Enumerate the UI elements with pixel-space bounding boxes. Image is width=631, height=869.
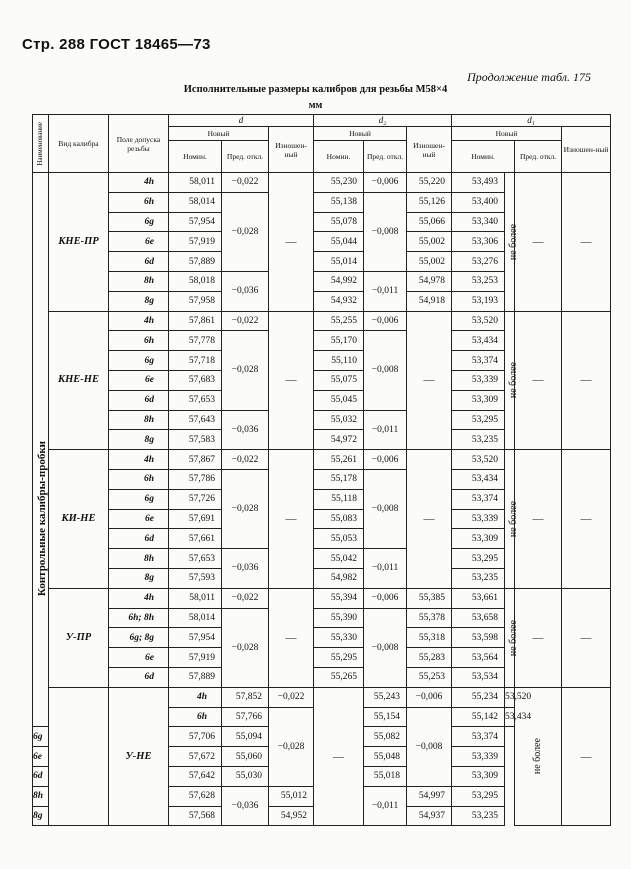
tolerance-field: 8h (109, 410, 169, 430)
d2-nominal: 55,042 (314, 549, 364, 569)
tolerance-field: 6g (33, 727, 49, 747)
tolerance-field: 6d (109, 667, 169, 687)
d1-nominal: 53,534 (452, 667, 505, 687)
d2-nominal: 55,394 (314, 588, 364, 608)
d2-worn: 55,318 (407, 628, 452, 648)
d-nominal: 57,583 (169, 430, 222, 450)
d-nominal: 57,683 (169, 370, 222, 390)
d2-nominal: 55,060 (222, 747, 269, 767)
table-title: Исполнительные размеры калибров для резьбы М58×4 (183, 84, 448, 95)
d1-nominal: 53,374 (452, 727, 505, 747)
d-nominal: 57,593 (169, 568, 222, 588)
d1-nominal: 53,400 (452, 192, 505, 212)
header-d-worn: Изношен-ный (269, 127, 314, 173)
gauge-dimensions-table (32, 114, 611, 826)
tolerance-field: 4h (109, 450, 169, 470)
naim-spacer (49, 687, 109, 826)
header-d1: d₁ (452, 115, 611, 127)
d2-worn: 55,253 (407, 667, 452, 687)
d-nominal: 57,691 (169, 509, 222, 529)
d1-nominal: 53,493 (452, 173, 505, 193)
d2-nominal: 55,118 (314, 489, 364, 509)
d2-nominal: 55,032 (314, 410, 364, 430)
d1-deviation: — (562, 687, 611, 826)
tolerance-field: 6e (109, 648, 169, 668)
d-deviation: −0,022 (222, 311, 269, 331)
d1-nominal: 53,374 (452, 351, 505, 371)
d2-nominal: 55,178 (314, 469, 364, 489)
d2-nominal: 54,992 (314, 271, 364, 291)
d1-nominal: 53,306 (452, 232, 505, 252)
d-deviation: −0,036 (222, 410, 269, 450)
d2-nominal: 55,295 (314, 648, 364, 668)
d1-nominal: 53,520 (452, 450, 505, 470)
d2-nominal: 54,932 (314, 291, 364, 311)
d-nominal: 57,643 (169, 410, 222, 430)
tolerance-field: 8g (33, 806, 49, 826)
page-header: Стр. 288 ГОСТ 18465—73 (22, 36, 211, 53)
d2-deviation: −0,011 (364, 786, 407, 826)
tolerance-field: 4h (109, 173, 169, 193)
d1-nominal: 53,295 (452, 549, 505, 569)
table-row (33, 173, 611, 193)
d1-nominal: 53,658 (452, 608, 505, 628)
tolerance-field: 8g (109, 291, 169, 311)
d2-worn: 55,283 (407, 648, 452, 668)
tolerance-field: 6h; 8h (109, 608, 169, 628)
d-nominal: 57,867 (169, 450, 222, 470)
tolerance-field: 8h (109, 271, 169, 291)
tolerance-field: 6d (33, 766, 49, 786)
caliber-name: КИ-НЕ (49, 450, 109, 589)
d-nominal: 57,766 (222, 707, 269, 727)
d-nominal: 57,852 (222, 687, 269, 707)
d2-worn: 55,048 (364, 747, 407, 767)
d1-worn: — (562, 450, 611, 589)
d-nominal: 57,861 (169, 311, 222, 331)
d-nominal: 57,919 (169, 648, 222, 668)
table-row (33, 687, 611, 707)
d-nominal: 57,919 (169, 232, 222, 252)
d2-worn: 55,220 (407, 173, 452, 193)
d2-nominal: 55,014 (314, 252, 364, 272)
d-deviation: −0,036 (222, 786, 269, 826)
d1-nominal: 53,434 (452, 469, 505, 489)
header-d1-new: Новый (452, 127, 562, 141)
header-naim: Наименование (33, 115, 49, 173)
d2-worn: 54,997 (407, 786, 452, 806)
tolerance-field: 8g (109, 568, 169, 588)
d-nominal: 57,653 (169, 390, 222, 410)
d2-worn: 54,937 (407, 806, 452, 826)
d2-worn: 55,126 (407, 192, 452, 212)
d-nominal: 57,954 (169, 212, 222, 232)
tolerance-field: 6g (109, 212, 169, 232)
tolerance-field: 6g; 8g (109, 628, 169, 648)
header-d-dev: Пред. откл. (222, 141, 269, 173)
d-nominal: 57,653 (169, 549, 222, 569)
naim-spacer (33, 173, 49, 312)
d1-nominal: 53,235 (452, 568, 505, 588)
d-deviation: −0,028 (222, 469, 269, 548)
d-deviation: −0,036 (222, 549, 269, 589)
d1-nominal: 53,339 (452, 509, 505, 529)
tolerance-field: 6g (109, 489, 169, 509)
d1-nominal: 53,340 (452, 212, 505, 232)
tolerance-field: 8h (109, 549, 169, 569)
d1-nominal: 53,309 (452, 390, 505, 410)
d1-limit-note: не более (505, 173, 515, 312)
d2-nominal: 55,075 (314, 370, 364, 390)
d-nominal: 57,786 (169, 469, 222, 489)
d-nominal: 58,014 (169, 608, 222, 628)
header-vid: Вид калибра (49, 115, 109, 173)
table-row (33, 450, 611, 470)
tolerance-field: 6h (109, 469, 169, 489)
d1-limit-note: не более (505, 588, 515, 687)
d-worn: — (314, 687, 364, 826)
d-deviation: −0,028 (222, 192, 269, 271)
d1-limit-note: не более (505, 450, 515, 589)
d-nominal: 57,706 (169, 727, 222, 747)
d1-nominal: 53,193 (452, 291, 505, 311)
d2-nominal: 55,045 (314, 390, 364, 410)
tolerance-field: 4h (169, 687, 222, 707)
d2-deviation: −0,011 (364, 271, 407, 311)
d1-nominal: 53,235 (452, 430, 505, 450)
caliber-name: У-ПР (49, 588, 109, 687)
d-nominal: 57,954 (169, 628, 222, 648)
d2-nominal: 55,138 (314, 192, 364, 212)
tolerance-field: 6h (109, 331, 169, 351)
tolerance-field: 6g (109, 351, 169, 371)
d2-nominal: 54,972 (314, 430, 364, 450)
d2-deviation: −0,006 (407, 687, 452, 707)
tolerance-field: 6e (109, 370, 169, 390)
tolerance-field: 8g (109, 430, 169, 450)
d-deviation: −0,028 (222, 608, 269, 687)
tolerance-field: 6e (109, 509, 169, 529)
d1-nominal: 53,339 (452, 747, 505, 767)
d2-nominal: 55,330 (314, 628, 364, 648)
header-d1-worn: Изношен-ный (562, 127, 611, 173)
d-nominal: 57,726 (169, 489, 222, 509)
d-nominal: 57,778 (169, 331, 222, 351)
d1-nominal: 53,276 (452, 252, 505, 272)
d1-nominal: 53,339 (452, 370, 505, 390)
tolerance-field: 6d (109, 252, 169, 272)
d-nominal: 57,568 (169, 806, 222, 826)
d1-worn: — (562, 311, 611, 450)
d-nominal: 58,011 (169, 173, 222, 193)
d-nominal: 57,642 (169, 766, 222, 786)
d-nominal: 57,661 (169, 529, 222, 549)
d1-worn: — (562, 173, 611, 312)
d2-deviation: −0,008 (407, 707, 452, 786)
tolerance-field: 6h (169, 707, 222, 727)
d1-nominal: 53,520 (452, 311, 505, 331)
d2-nominal: 55,170 (314, 331, 364, 351)
d-worn: — (269, 311, 314, 450)
d2-nominal: 55,243 (364, 687, 407, 707)
d2-deviation: −0,006 (364, 588, 407, 608)
d2-deviation: −0,011 (364, 410, 407, 450)
d1-worn: — (562, 588, 611, 687)
d2-worn: 54,978 (407, 271, 452, 291)
d2-deviation: −0,008 (364, 469, 407, 548)
d-worn: — (269, 588, 314, 687)
table-row (33, 588, 611, 608)
d2-nominal: 55,265 (314, 667, 364, 687)
d-nominal: 57,628 (169, 786, 222, 806)
d2-worn: — (407, 450, 452, 589)
d2-nominal: 55,083 (314, 509, 364, 529)
group-label: Контрольные калибры-пробки (33, 311, 49, 727)
header-pole: Поле допуска резьбы (109, 115, 169, 173)
d2-nominal: 55,261 (314, 450, 364, 470)
d2-worn: — (407, 311, 452, 450)
d2-worn: 55,002 (407, 252, 452, 272)
d2-deviation: −0,011 (364, 549, 407, 589)
d1-nominal: 53,235 (452, 806, 505, 826)
d2-nominal: 55,255 (314, 311, 364, 331)
d2-worn: 55,385 (407, 588, 452, 608)
d-worn: — (269, 450, 314, 589)
d1-nominal: 53,661 (452, 588, 505, 608)
tolerance-field: 6d (109, 390, 169, 410)
d-nominal: 57,889 (169, 667, 222, 687)
tolerance-field: 4h (109, 311, 169, 331)
d-nominal: 58,014 (169, 192, 222, 212)
d2-nominal: 55,078 (314, 212, 364, 232)
d1-nominal: 53,295 (452, 786, 505, 806)
d1-nominal: 53,564 (452, 648, 505, 668)
d-deviation: −0,028 (222, 331, 269, 410)
header-d-new: Новый (169, 127, 269, 141)
tolerance-field: 6e (33, 747, 49, 767)
d1-nominal: 53,434 (505, 707, 515, 727)
caliber-name: КНЕ-ПР (49, 173, 109, 312)
d2-worn: 55,082 (364, 727, 407, 747)
d1-nominal: 53,374 (452, 489, 505, 509)
d2-deviation: −0,006 (364, 450, 407, 470)
d-deviation: −0,028 (269, 707, 314, 786)
header-d1-nom: Номин. (452, 141, 515, 173)
d2-nominal: 55,094 (222, 727, 269, 747)
d2-worn: 55,378 (407, 608, 452, 628)
header-d1-dev: Пред. откл. (515, 141, 562, 173)
d2-deviation: −0,006 (364, 311, 407, 331)
d2-nominal: 55,030 (222, 766, 269, 786)
d2-worn: 54,918 (407, 291, 452, 311)
header-d2-new: Новый (314, 127, 407, 141)
tolerance-field: 4h (109, 588, 169, 608)
header-d: d (169, 115, 314, 127)
d1-nominal: 53,253 (452, 271, 505, 291)
d1-deviation: — (515, 450, 562, 589)
d2-deviation: −0,008 (364, 331, 407, 410)
d1-deviation: — (515, 311, 562, 450)
caliber-name: КНЕ-НЕ (49, 311, 109, 450)
d2-nominal: 55,053 (314, 529, 364, 549)
caliber-name: У-НЕ (109, 687, 169, 826)
d-deviation: −0,022 (222, 450, 269, 470)
d-nominal: 57,958 (169, 291, 222, 311)
d-deviation: −0,022 (222, 588, 269, 608)
d-worn: — (269, 173, 314, 312)
tolerance-field: 6e (109, 232, 169, 252)
d1-nominal: 53,598 (452, 628, 505, 648)
d1-deviation: — (515, 588, 562, 687)
continuation-note: Продолжение табл. 175 (467, 70, 591, 84)
d-deviation: −0,036 (222, 271, 269, 311)
d-nominal: 58,018 (169, 271, 222, 291)
table-row (33, 311, 611, 331)
d2-worn: 55,066 (407, 212, 452, 232)
tolerance-field: 8h (33, 786, 49, 806)
table-unit: мм (308, 100, 323, 111)
d2-nominal: 55,044 (314, 232, 364, 252)
header-d2-dev: Пред. откл. (364, 141, 407, 173)
d-nominal: 58,011 (169, 588, 222, 608)
d2-nominal: 54,952 (269, 806, 314, 826)
d2-worn: 55,002 (407, 232, 452, 252)
d1-nominal: 53,434 (452, 331, 505, 351)
d-nominal: 57,672 (169, 747, 222, 767)
d2-nominal: 55,012 (269, 786, 314, 806)
d2-worn: 55,018 (364, 766, 407, 786)
d2-nominal: 55,230 (314, 173, 364, 193)
d1-nominal: 53,309 (452, 529, 505, 549)
tolerance-field: 6d (109, 529, 169, 549)
d1-nominal: 53,309 (452, 766, 505, 786)
d-nominal: 57,889 (169, 252, 222, 272)
d1-nominal: 53,520 (505, 687, 515, 707)
d2-nominal: 55,110 (314, 351, 364, 371)
d2-nominal: 55,390 (314, 608, 364, 628)
d1-nominal: 53,295 (452, 410, 505, 430)
header-d2-worn: Изношен-ный (407, 127, 452, 173)
d2-nominal: 54,982 (314, 568, 364, 588)
d-nominal: 57,718 (169, 351, 222, 371)
d2-nominal: 55,154 (364, 707, 407, 727)
d1-limit-note: не более (505, 311, 515, 450)
header-d2-nom: Номин. (314, 141, 364, 173)
tolerance-field: 6h (109, 192, 169, 212)
d1-deviation: — (515, 173, 562, 312)
d2-deviation: −0,008 (364, 608, 407, 687)
d2-worn: 55,234 (452, 687, 505, 707)
d2-worn: 55,142 (452, 707, 505, 727)
d-deviation: −0,022 (269, 687, 314, 707)
d1-limit-note: не более (515, 687, 562, 826)
d2-deviation: −0,008 (364, 192, 407, 271)
d2-deviation: −0,006 (364, 173, 407, 193)
header-d2: d₂ (314, 115, 452, 127)
d-deviation: −0,022 (222, 173, 269, 193)
header-d-nom: Номин. (169, 141, 222, 173)
